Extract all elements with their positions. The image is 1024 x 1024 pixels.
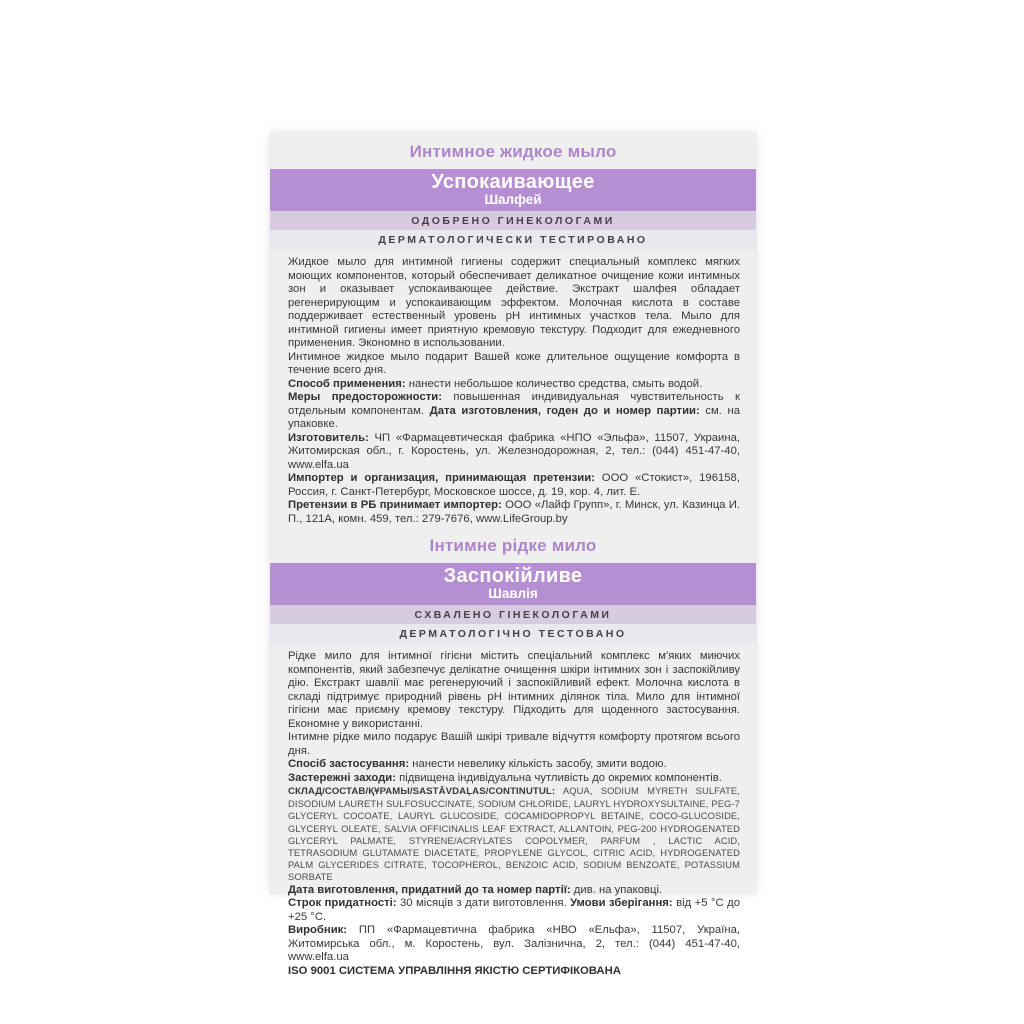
ru-date-label: Дата изготовления, годен до и номер партии: (429, 404, 700, 417)
ru-importer-line (288, 472, 740, 499)
ru-manufacturer-line (288, 432, 740, 473)
ua-date-line (288, 884, 740, 898)
ua-product-type: Інтимне рідке мило (429, 536, 597, 555)
ru-importer-label: Импортер и организация, принимающая претензии: (288, 472, 595, 484)
ua-description-paragraph-2: Інтимне рідке мило подарує Вашій шкірі тривале відчуття комфорту протягом всього дня. (288, 731, 740, 757)
ua-variant-name: Шавлія (488, 586, 538, 601)
ru-rb-text: ООО «Лайф Групп», г. Минск, ул. Казинца И. П., 121А, комн. 459, тел.: 279-7676, www.LifeGroup.by (288, 499, 740, 525)
ua-manufacturer-line (288, 924, 740, 965)
ru-importer-text: ООО «Стокист», 196158, Россия, г. Санкт-Петербург, Московское шоссе, д. 19, кор. 4, лит. Е. (288, 472, 740, 498)
ru-tested-band: ДЕРМАТОЛОГИЧЕСКИ ТЕСТИРОВАНО (270, 230, 756, 249)
ua-usage-line (288, 758, 740, 772)
ua-product-name: Заспокійливе (443, 565, 583, 587)
ru-date-text: см. на упаковке. (288, 404, 740, 430)
ua-precautions-text: підвищена індивідуальна чутливість до окремих компонентів. (395, 771, 722, 784)
ru-precautions-text: повышенная индивидуальная чувствительность к отдельным компонентам. (288, 391, 740, 417)
ua-approved-band: СХВАЛЕНО ГІНЕКОЛОГАМИ (270, 605, 756, 624)
ru-usage-text: нанести небольшое количество средства, смыть водой. (405, 377, 703, 390)
ru-body-text (270, 249, 756, 526)
ru-manufacturer-text: ЧП «Фармацевтическая фабрика «НПО «Эльфа», 11507, Украина, Житомирская обл., г. Коростень, ул. Железнодорожная, 2, тел.: (044) 451-47-40, www.elfa.ua (288, 431, 740, 471)
section-russian (270, 133, 756, 526)
ua-precautions-label: Застережні заходи: (288, 771, 396, 784)
ua-name-band (270, 563, 756, 605)
ua-manufacturer-text: ПП «Фармацевтична фабрика «НВО «Ельфа», 11507, Україна, Житомирська обл., м. Коростень, вул. Залізнична, 2, тел.: (044) 451-47-40, www.elfa.ua (288, 924, 740, 964)
ua-usage-text: нанести невелику кількість засобу, змити водою. (409, 758, 667, 770)
ua-tested-band: ДЕРМАТОЛОГІЧНО ТЕСТОВАНО (270, 624, 756, 643)
ua-shelf-text: 30 місяців з дати виготовлення. (396, 897, 571, 910)
ru-rb-label: Претензии в РБ принимает импортер: (288, 499, 502, 511)
ua-shelf-storage-line (288, 897, 740, 924)
ua-manufacturer-label: Виробник: (288, 924, 348, 937)
ua-precautions-line (288, 772, 740, 786)
ua-date-label: Дата виготовлення, придатний до та номер партії: (288, 883, 571, 896)
product-label (270, 133, 756, 977)
ru-precautions-line (288, 391, 740, 432)
ru-product-type: Интимное жидкое мыло (409, 142, 617, 161)
ru-product-name: Успокаивающее (431, 171, 595, 193)
ru-manufacturer-label: Изготовитель: (288, 431, 369, 444)
ru-rb-claims-line (288, 499, 740, 526)
ru-precautions-label: Меры предосторожности: (288, 391, 442, 403)
ua-date-text: див. на упаковці. (570, 883, 663, 896)
ingredients-label: СКЛАД/СОСТАВ/ҚҰРАМЫ/SASTĀVDAĻAS/CONTINUTUL: (288, 786, 556, 797)
ingredients-line (288, 785, 740, 884)
ru-name-band (270, 169, 756, 211)
ingredients-text: AQUA, SODIUM MYRETH SULFATE, DISODIUM LAURETH SULFOSUCCINATE, SODIUM CHLORIDE, LAURYL HYDROXYSULTAINE, PEG-7 GLYCERYL COCOATE, LAURYL GLUCOSIDE, COCAMIDOPROPYL BETAINE, COCO-GLUCOSIDE, GLYCERYL OLEATE, SALVIA OFFICINALIS LEAF EXTRACT, ALLANTOIN, PEG-200 HYDROGENATED GLYCERYL PALMATE, STYRENE/ACRYLATES COPOLYMER, PARFUM , LACTIC ACID, TETRASODIUM GLUTAMATE DIACETATE, PROPYLENE GLYCOL, CITRIC ACID, HYDROGENATED PALM GLYCERIDES CITRATE, TOCOPHEROL, BENZOIC ACID, SODIUM BENZOATE, POTASSIUM SORBATE (288, 785, 740, 883)
iso-certification-line: ISO 9001 СИСТЕМА УПРАВЛІННЯ ЯКІСТЮ СЕРТИФІКОВАНА (288, 964, 621, 977)
ru-description-paragraph-2: Интимное жидкое мыло подарит Вашей коже длительное ощущение комфорта в течение всего дня. (288, 350, 740, 376)
ua-description-paragraph-1: Рідке мило для інтимної гігієни містить спеціальний комплекс м'яких миючих компонентів, який забезпечує делікатне очищення шкіри інтимних зон і заспокійливу дію. Екстракт шавлії має регенеруючий і заспокійливий ефект. Молочна кислота в складі підтримує природний рівень pH інтимних ділянок тіла. Мило для інтимної гігієни має приємну кремову текстуру. Підходить для щоденного застосування. Економне у використанні. (288, 650, 740, 730)
ua-storage-label: Умови зберігання: (570, 897, 673, 910)
section-ukrainian (270, 530, 756, 978)
ru-description-paragraph-1: Жидкое мыло для интимной гигиены содержит специальный комплекс мягких моющих компонентов, который обеспечивает деликатное очищение кожи интимных зон и оказывает успокаивающее действие. Экстракт шалфея обладает регенерирующим и успокаивающим эффектом. Молочная кислота в составе поддерживает естественный уровень pH интимных участков тела. Мыло для интимной гигиены имеет приятную кремовую текстуру. Подходит для ежедневного применения. Экономно в использовании. (288, 256, 740, 349)
ua-shelf-label: Строк придатності: (288, 897, 397, 910)
ua-body-text (270, 643, 756, 978)
ru-usage-label: Способ применения: (288, 377, 406, 390)
ru-variant-name: Шалфей (484, 192, 542, 207)
ru-approved-band: ОДОБРЕНО ГИНЕКОЛОГАМИ (270, 211, 756, 230)
ru-usage-line (288, 378, 740, 392)
ua-storage-text: від +5 °C до +25 °C. (288, 897, 740, 923)
ua-usage-label: Спосіб застосування: (288, 758, 410, 770)
